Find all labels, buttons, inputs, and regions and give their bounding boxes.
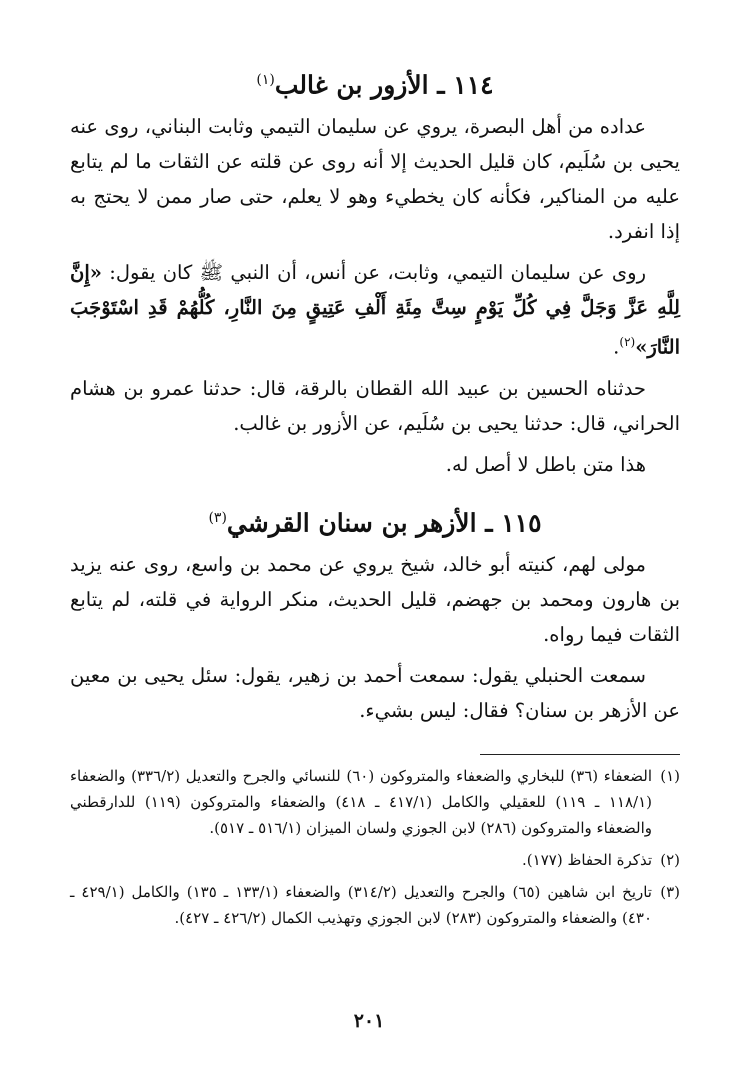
- entry-115-footnote-ref: (٣): [208, 509, 227, 526]
- hadith-footnote-ref: (٢): [619, 335, 636, 350]
- footnote-2: [70, 847, 680, 873]
- footnote-1: [70, 763, 680, 841]
- footnote-text: الضعفاء (٣٦) للبخاري والضعفاء والمتروكون (٦٠) للنسائي والجرح والتعديل (٣٣٦/٢) والضعفاء (١١٨/١ ـ ١١٩) للعقيلي والكامل (٤١٧/١ ـ ٤١٨) والضعفاء والمتروكون (١١٩) للدارقطني والضعفاء والمتروكون (٢٨٦) لابن الجوزي ولسان الميزان (٥١٦/١ ـ ٥١٧).: [70, 767, 652, 838]
- entry-114-footnote-ref: (١): [256, 72, 275, 88]
- footnote-text: تاريخ ابن شاهين (٦٥) والجرح والتعديل (٣١٤/٢) والضعفاء (١٣٣/١ ـ ١٣٥) والكامل (٤٢٩/١ ـ ٤٣٠) والضعفاء والمتروكون (٢٨٣) لابن الجوزي وتهذيب الكمال (٤٢٦/٢ ـ ٤٢٧).: [70, 883, 652, 928]
- footnote-text: تذكرة الحفاظ (١٧٧).: [522, 851, 652, 870]
- entry-114-paragraph-3: حدثناه الحسين بن عبيد الله القطان بالرقة، قال: حدثنا عمرو بن هشام الحراني، قال: حدثنا يحيى بن سُلَيم، عن الأزور بن غالب.: [70, 376, 680, 435]
- entry-115-paragraph-1: مولى لهم، كنيته أبو خالد، شيخ يروي عن محمد بن واسع، روى عنه يزيد بن هارون ومحمد بن جهضم، قليل الحديث، منكر الرواية في قلته، لم يتابع الثقات فيما رواه.: [70, 553, 680, 647]
- entry-114-paragraph-4: هذا متن باطل لا أصل له.: [445, 452, 646, 476]
- page-number: ٢٠١: [353, 1010, 385, 1032]
- footnote-number: (٣): [660, 883, 680, 902]
- entry-114-paragraph-2: [70, 255, 680, 365]
- section-gap: [70, 488, 680, 498]
- entry-115-heading: [70, 498, 680, 543]
- entry-114-paragraph-1: عداده من أهل البصرة، يروي عن سليمان التيمي وثابت البناني، روى عنه يحيى بن سُلَيم، كان قليل الحديث إلا أنه روى عن قلته عن الثقات ما لم يتابع عليه من المناكير، فكأنه كان يخطيء وهو لا يعلم، حتى صار ممن لا يحتج به إذا انفرد.: [70, 115, 680, 244]
- entry-114-title: ١١٤ ـ الأزور بن غالب: [274, 70, 494, 100]
- footnote-number: (٢): [660, 851, 680, 870]
- hadith-text: «إِنَّ لِلَّهِ عَزَّ وَجَلَّ فِي كُلِّ يَوْمٍ سِتَّ مِئَةِ أَلْفِ عَتِيقٍ مِنَ النَّارِ، كُلُّهُمْ قَدِ اسْتَوْجَبَ النَّارَ»: [70, 261, 680, 359]
- entry-115-paragraph-2: سمعت الحنبلي يقول: سمعت أحمد بن زهير، يقول: سئل يحيى بن معين عن الأزهر بن سنان؟ فقال: ليس بشيء.: [70, 664, 680, 723]
- footnote-number: (١): [660, 767, 680, 786]
- footnotes: [70, 763, 680, 931]
- entry-115-title: ١١٥ ـ الأزهر بن سنان القرشي: [226, 508, 542, 538]
- entry-114-heading: [70, 60, 680, 105]
- footnote-divider: [480, 754, 680, 755]
- hadith-intro: روى عن سليمان التيمي، وثابت، عن أنس، أن النبي ﷺ كان يقول:: [109, 261, 646, 285]
- hadith-end: .: [613, 335, 620, 359]
- footnote-3: [70, 879, 680, 931]
